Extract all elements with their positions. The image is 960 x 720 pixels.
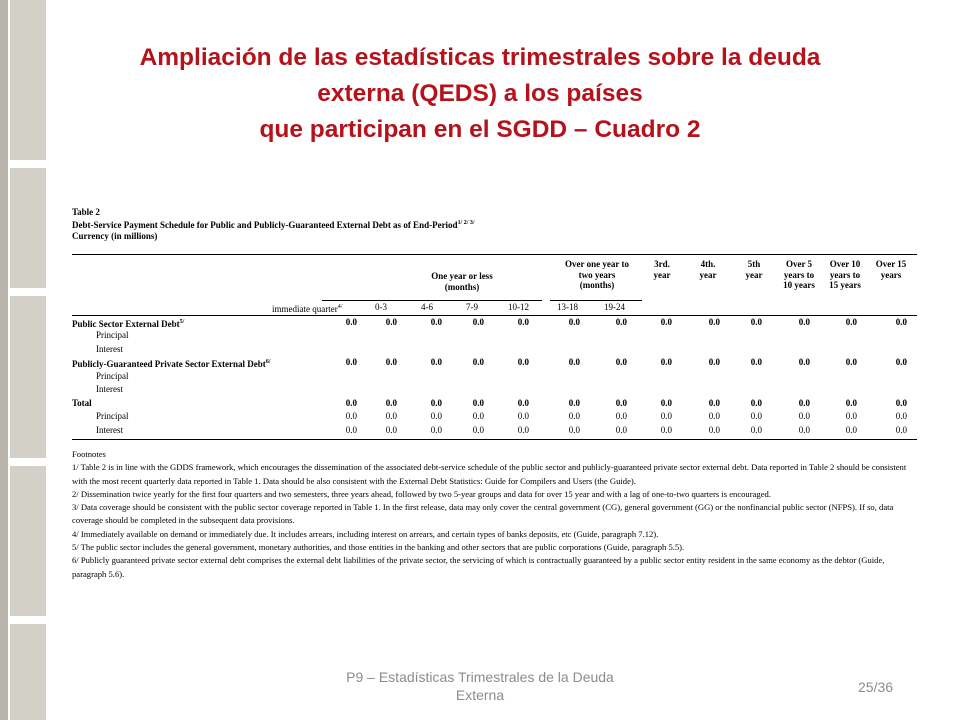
table-row (72, 329, 917, 343)
table-column-headers (72, 255, 917, 301)
header-y3-2: year (653, 269, 671, 280)
row-value: 0.0 (472, 397, 484, 408)
row-value: 0.0 (430, 424, 442, 435)
row-value: 0.0 (750, 411, 762, 421)
row-footnote-ref: 5/ (179, 318, 185, 325)
row-value: 0.0 (568, 316, 580, 327)
subcol-10-12: 10-12 (508, 302, 529, 312)
row-value: 0.0 (660, 357, 672, 367)
table-heading-footnote: 1/ 2/ 3/ (457, 220, 475, 226)
row-value: 0.0 (708, 316, 720, 327)
sub-column-row (72, 301, 917, 315)
row-value: 0.0 (568, 357, 580, 367)
row-value: 0.0 (568, 424, 580, 435)
header-over15-1: Over 15 (875, 259, 907, 269)
row-label: Publicly-Guaranteed Private Sector External Debt$^{6/}$ (72, 359, 271, 369)
row-value: 0.0 (798, 424, 810, 435)
row-value: 0.0 (798, 397, 810, 408)
subcol-immediate: immediate quarter (272, 304, 338, 314)
header-over5-1: Over 5 (785, 259, 813, 269)
subcol-13-18: 13-18 (557, 302, 578, 312)
row-value: 0.0 (430, 411, 442, 421)
row-label: Interest (96, 343, 123, 354)
row-value: 0.0 (895, 411, 907, 421)
footnote-item: 1/ Table 2 is in line with the GDDS framework, which encourages the dissemination of the associated debt-service schedule of the public sector and publicly-guaranteed private sector external debt. Data reported in Table 2 should be consistent with the most recent quarterly data reported in Table 1. Data should be also consistent with the External Debt Statistics: Guide for Compilers and Users (the Guide). (72, 462, 907, 486)
row-value: 0.0 (345, 424, 357, 435)
row-value: 0.0 (845, 397, 857, 408)
row-label: Principal (96, 411, 129, 421)
row-label: Total (72, 397, 92, 408)
row-value: 0.0 (798, 411, 810, 421)
table-row (72, 397, 917, 411)
header-y5-1: 5th (747, 259, 761, 269)
row-value: 0.0 (385, 397, 397, 408)
subcol-0-3: 0-3 (375, 302, 387, 312)
header-y4-2: year (699, 269, 717, 280)
row-value: 0.0 (660, 316, 672, 327)
header-y3-1: 3rd. (654, 259, 670, 269)
footnotes-title: Footnotes (72, 449, 106, 459)
row-label: Principal (96, 330, 129, 340)
footnote-item: 6/ Publicly guaranteed private sector external debt comprises the external debt liabilities of the private sector, the servicing of which is contractually guaranteed by a public sector entity resident in the same economy as the debtor (Guide, paragraph 5.6). (72, 555, 885, 579)
header-over5-3: 10 years (783, 280, 815, 290)
row-value: 0.0 (708, 424, 720, 435)
footnotes (72, 448, 917, 581)
row-value: 0.0 (472, 357, 484, 367)
row-value: 0.0 (385, 357, 397, 367)
row-label: Interest (96, 424, 123, 435)
row-value: 0.0 (615, 411, 627, 421)
row-value: 0.0 (385, 424, 397, 435)
table-label: Table 2 (72, 207, 100, 217)
header-over15-2: years (880, 269, 902, 280)
footnote-item: 5/ The public sector includes the general government, monetary authorities, and those entities in the banking and other sectors that are public corporations (Guide, paragraph 5.5). (72, 542, 685, 553)
row-value: 0.0 (895, 316, 907, 327)
table-heading: Debt-Service Payment Schedule for Public and Publicly-Guaranteed External Debt as of End-Period (72, 220, 458, 230)
row-value: 0.0 (472, 316, 484, 327)
table-row (72, 316, 917, 330)
row-label: Interest (96, 384, 123, 394)
row-value: 0.0 (472, 424, 484, 435)
row-value: 0.0 (430, 397, 442, 408)
table-body (72, 316, 917, 438)
header-over5-2: years to (783, 269, 815, 280)
row-value: 0.0 (708, 411, 720, 421)
page-number: 25/36 (858, 679, 894, 695)
header-y4-1: 4th. (700, 259, 716, 269)
title-line-3: que participan en el SGDD – Cuadro 2 (259, 116, 701, 143)
row-value: 0.0 (345, 316, 357, 327)
row-value: 0.0 (615, 397, 627, 408)
row-value: 0.0 (845, 357, 857, 367)
footnote-item: 2/ Dissemination twice yearly for the first four quarters and two semesters, three years ahead, followed by two 5-year groups and data for over 15 year and with a lag of one-to-two quarters is encouraged. (72, 488, 771, 499)
header-two-years-months: (months) (579, 280, 615, 290)
header-over10-2: years to (829, 269, 861, 280)
row-footnote-ref: 6/ (265, 359, 271, 365)
footnote-item: 4/ Immediately available on demand or immediately due. It includes arrears, including interest on arrears, and certain types of banks deposits, etc (Guide, paragraph 7.12). (72, 528, 659, 539)
subcol-4-6: 4-6 (421, 302, 433, 312)
row-value: 0.0 (430, 357, 442, 367)
table-row (72, 356, 917, 370)
table-row (72, 383, 917, 397)
table-row (72, 424, 917, 438)
row-value: 0.0 (568, 397, 580, 408)
header-two-years-2: two years (578, 269, 616, 280)
subcol-19-24: 19-24 (604, 302, 625, 312)
debt-service-table (72, 207, 917, 581)
row-value: 0.0 (517, 411, 529, 421)
row-value: 0.0 (708, 357, 720, 367)
row-label: Principal (96, 370, 129, 381)
row-value: 0.0 (750, 397, 762, 408)
header-one-year-months: (months) (444, 281, 480, 292)
slide-title (60, 40, 900, 148)
row-value: 0.0 (845, 411, 857, 421)
row-value: 0.0 (517, 316, 529, 327)
row-value: 0.0 (845, 316, 857, 327)
row-value: 0.0 (615, 424, 627, 435)
row-value: 0.0 (345, 411, 357, 421)
row-value: 0.0 (345, 357, 357, 367)
row-value: 0.0 (345, 397, 357, 408)
left-decoration (0, 0, 48, 720)
table-row (72, 343, 917, 357)
row-value: 0.0 (517, 424, 529, 435)
row-value: 0.0 (517, 357, 529, 367)
header-one-year: One year or less (431, 271, 493, 281)
row-value: 0.0 (385, 411, 397, 421)
footnote-item: 3/ Data coverage should be consistent with the public sector coverage reported in Table 1. In the first release, data may only cover the central government (CG), general government (GG) or the nonfinancial public sector (NFPS). If so, data coverage should be completed in the subsequent data provisions. (72, 502, 894, 526)
header-over10-3: 15 years (829, 280, 861, 290)
table-currency: Currency (in millions) (72, 231, 158, 241)
row-value: 0.0 (895, 397, 907, 408)
row-value: 0.0 (517, 397, 529, 408)
header-over10-1: Over 10 (829, 259, 861, 269)
row-value: 0.0 (472, 411, 484, 421)
row-value: 0.0 (895, 424, 907, 435)
row-value: 0.0 (615, 316, 627, 327)
table-row (72, 410, 917, 424)
header-y5-2: year (745, 269, 763, 280)
row-value: 0.0 (798, 316, 810, 327)
row-value: 0.0 (385, 316, 397, 327)
row-value: 0.0 (660, 411, 672, 421)
row-value: 0.0 (615, 357, 627, 367)
title-line-2: externa (QEDS) a los países (317, 80, 643, 107)
row-value: 0.0 (750, 316, 762, 327)
row-value: 0.0 (750, 424, 762, 435)
footer-text: P9 – Estadísticas Trimestrales de la Deuda Externa (346, 669, 614, 703)
row-value: 0.0 (708, 397, 720, 408)
row-value: 0.0 (798, 357, 810, 367)
subcol-7-9: 7-9 (466, 302, 478, 312)
row-value: 0.0 (430, 316, 442, 327)
title-line-1: Ampliación de las estadísticas trimestrales sobre la deuda (139, 44, 821, 71)
row-value: 0.0 (895, 357, 907, 367)
header-two-years-1: Over one year to (565, 259, 629, 269)
row-value: 0.0 (845, 424, 857, 435)
subcol-immediate-footnote: 4/ (337, 304, 343, 310)
table-row (72, 370, 917, 384)
row-value: 0.0 (568, 411, 580, 421)
row-label: Public Sector External Debt$^{5/}$ (72, 318, 185, 329)
row-value: 0.0 (660, 424, 672, 435)
row-value: 0.0 (750, 357, 762, 367)
row-value: 0.0 (660, 397, 672, 408)
